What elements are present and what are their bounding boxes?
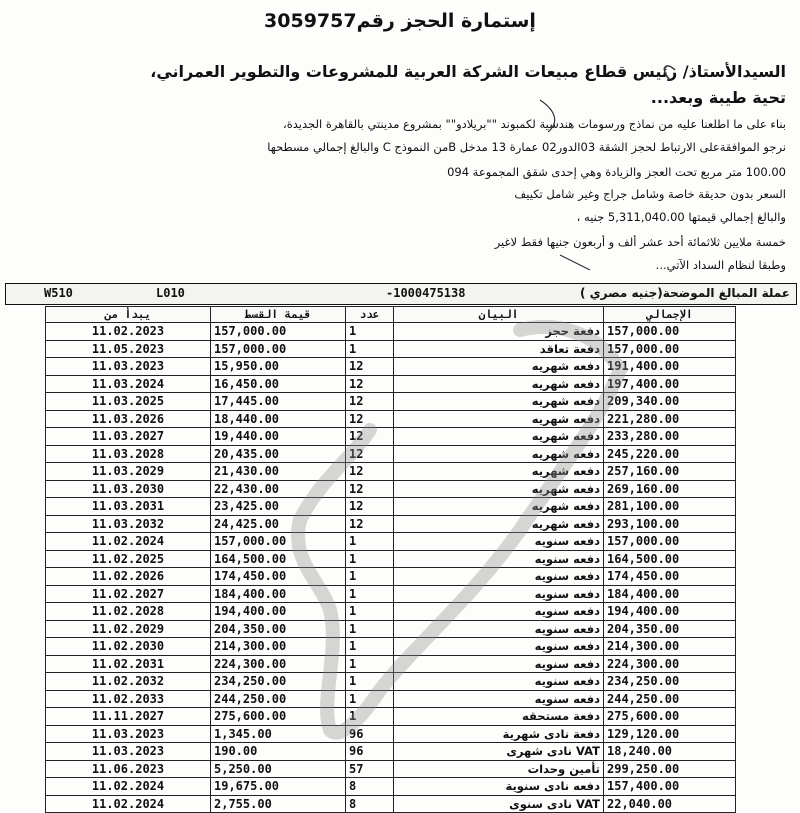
cell-total: 233,280.00: [604, 428, 736, 446]
cell-statement: دفعه شهريه: [394, 498, 604, 516]
cell-total: 214,300.00: [604, 638, 736, 656]
cell-total: 204,350.00: [604, 620, 736, 638]
cell-count: 12: [346, 498, 394, 516]
cell-total: 22,040.00: [604, 795, 736, 813]
cell-count: 1: [346, 690, 394, 708]
cell-statement: دفعه شهريه: [394, 515, 604, 533]
cell-total: 191,400.00: [604, 358, 736, 376]
currency-band: [5, 283, 797, 305]
band-currency-label: عملة المبالغ الموضحة(جنيه مصري ): [579, 286, 790, 300]
cell-statement: دفعة مستحقه: [394, 708, 604, 726]
cell-start: 11.02.2024: [46, 795, 211, 813]
header-count: عدد: [346, 307, 394, 323]
cell-count: 8: [346, 795, 394, 813]
cell-total: 174,450.00: [604, 568, 736, 586]
cell-statement: VAT نادى سنوى: [394, 795, 604, 813]
table-row: [46, 778, 736, 796]
cell-installment: 17,445.00: [211, 393, 346, 411]
cell-start: 11.02.2029: [46, 620, 211, 638]
cell-installment: 244,250.00: [211, 690, 346, 708]
cell-installment: 184,400.00: [211, 585, 346, 603]
cell-installment: 20,435.00: [211, 445, 346, 463]
cell-count: 8: [346, 778, 394, 796]
cell-start: 11.03.2031: [46, 498, 211, 516]
cell-total: 281,100.00: [604, 498, 736, 516]
table-row: [46, 603, 736, 621]
cell-count: 1: [346, 708, 394, 726]
cell-total: 18,240.00: [604, 743, 736, 761]
cell-installment: 157,000.00: [211, 340, 346, 358]
header-start: يبدأ من: [46, 307, 211, 323]
cell-installment: 234,250.00: [211, 673, 346, 691]
cell-statement: دفعه شهريه: [394, 358, 604, 376]
cell-statement: دفعه سنويه: [394, 533, 604, 551]
cell-statement: دفعه سنويه: [394, 568, 604, 586]
cell-installment: 2,755.00: [211, 795, 346, 813]
table-row: [46, 340, 736, 358]
cell-total: 224,300.00: [604, 655, 736, 673]
cell-count: 12: [346, 410, 394, 428]
payment-schedule-table: [45, 306, 736, 813]
cell-start: 11.03.2032: [46, 515, 211, 533]
body-line-3: 100.00 متر مربع تحت العجز والزيادة وهي إحدى شقق المجموعة 094: [447, 165, 786, 179]
cell-count: 12: [346, 428, 394, 446]
cell-start: 11.02.2030: [46, 638, 211, 656]
table-row: [46, 708, 736, 726]
cell-statement: دفعه نادى سنوية: [394, 778, 604, 796]
cell-installment: 1,345.00: [211, 725, 346, 743]
cell-statement: دفعه شهريه: [394, 375, 604, 393]
cell-start: 11.02.2031: [46, 655, 211, 673]
cell-start: 11.02.2024: [46, 533, 211, 551]
cell-count: 1: [346, 673, 394, 691]
header-statement: البيان: [394, 307, 604, 323]
table-row: [46, 515, 736, 533]
cell-start: 11.02.2026: [46, 568, 211, 586]
cell-statement: دفعه شهريه: [394, 410, 604, 428]
cell-installment: 19,440.00: [211, 428, 346, 446]
cell-installment: 22,430.00: [211, 480, 346, 498]
cell-total: 129,120.00: [604, 725, 736, 743]
cell-count: 1: [346, 323, 394, 341]
cell-start: 11.02.2028: [46, 603, 211, 621]
cell-start: 11.11.2027: [46, 708, 211, 726]
cell-start: 11.03.2023: [46, 725, 211, 743]
cell-total: 157,400.00: [604, 778, 736, 796]
cell-total: 164,500.00: [604, 550, 736, 568]
cell-total: 157,000.00: [604, 340, 736, 358]
cell-start: 11.06.2023: [46, 760, 211, 778]
table-row: [46, 568, 736, 586]
cell-installment: 214,300.00: [211, 638, 346, 656]
table-row: [46, 375, 736, 393]
cell-installment: 157,000.00: [211, 323, 346, 341]
cell-start: 11.03.2023: [46, 358, 211, 376]
table-row: [46, 725, 736, 743]
body-line-2: نرجو الموافقةعلى الارتباط لحجز الشقة 03الدور02 عمارة 13 مدخل Bمن النموذج C والبالغ إجمالي مسطحها: [267, 140, 786, 154]
cell-count: 12: [346, 463, 394, 481]
cell-count: 1: [346, 340, 394, 358]
cell-count: 96: [346, 725, 394, 743]
cell-total: 184,400.00: [604, 585, 736, 603]
form-title: إستمارة الحجز رقم3059757: [264, 10, 536, 32]
table-row: [46, 760, 736, 778]
cell-installment: 190.00: [211, 743, 346, 761]
cell-installment: 15,950.00: [211, 358, 346, 376]
cell-total: 257,160.00: [604, 463, 736, 481]
cell-statement: دفعه سنويه: [394, 620, 604, 638]
cell-statement: تأمين وحدات: [394, 760, 604, 778]
table-row: [46, 358, 736, 376]
table-row: [46, 655, 736, 673]
cell-total: 299,250.00: [604, 760, 736, 778]
cell-statement: VAT نادى شهرى: [394, 743, 604, 761]
header-total: الإجمالي: [604, 307, 736, 323]
cell-statement: دفعه شهريه: [394, 393, 604, 411]
cell-total: 293,100.00: [604, 515, 736, 533]
cell-count: 12: [346, 375, 394, 393]
cell-installment: 23,425.00: [211, 498, 346, 516]
cell-count: 96: [346, 743, 394, 761]
greeting-line: تحية طيبة وبعد...: [650, 88, 786, 107]
header-installment: قيمة القسط: [211, 307, 346, 323]
cell-total: 234,250.00: [604, 673, 736, 691]
cell-statement: دفعه شهريه: [394, 428, 604, 446]
table-row: [46, 550, 736, 568]
cell-count: 12: [346, 358, 394, 376]
cell-installment: 19,675.00: [211, 778, 346, 796]
cell-statement: دفعه شهريه: [394, 463, 604, 481]
cell-total: 157,000.00: [604, 533, 736, 551]
cell-statement: دفعة تعاقد: [394, 340, 604, 358]
body-line-4: السعر بدون حديقة خاصة وشامل جراج وغير شامل تكييف: [514, 187, 786, 201]
cell-start: 11.02.2023: [46, 323, 211, 341]
cell-start: 11.03.2029: [46, 463, 211, 481]
cell-count: 1: [346, 568, 394, 586]
band-mid-code: L010: [156, 286, 185, 300]
table-row: [46, 498, 736, 516]
table-row: [46, 463, 736, 481]
table-row: [46, 795, 736, 813]
cell-statement: دفعة نادى شهرية: [394, 725, 604, 743]
table-row: [46, 480, 736, 498]
cell-statement: دفعه سنويه: [394, 638, 604, 656]
cell-count: 12: [346, 515, 394, 533]
cell-start: 11.02.2033: [46, 690, 211, 708]
cell-installment: 18,440.00: [211, 410, 346, 428]
cell-installment: 21,430.00: [211, 463, 346, 481]
table-row: [46, 445, 736, 463]
cell-start: 11.03.2026: [46, 410, 211, 428]
cell-statement: دفعه سنويه: [394, 655, 604, 673]
recipient-line: السيدالأستاذ/ رئيس قطاع مبيعات الشركة العربية للمشروعات والتطوير العمراني،: [150, 62, 786, 81]
cell-statement: دفعه سنويه: [394, 550, 604, 568]
cell-installment: 275,600.00: [211, 708, 346, 726]
table-row: [46, 638, 736, 656]
table-row: [46, 585, 736, 603]
cell-start: 11.03.2025: [46, 393, 211, 411]
cell-count: 12: [346, 445, 394, 463]
band-account-number: -1000475138: [386, 286, 466, 300]
body-line-1: بناء على ما اطلعنا عليه من نماذج ورسومات هندسية لكمبوند ""بريلادو"" بمشروع مدينتي بالقاهرة الجديدة،: [283, 117, 786, 131]
body-line-7: وطبقا لنظام السداد الآتي...: [655, 258, 786, 272]
cell-total: 245,220.00: [604, 445, 736, 463]
cell-installment: 204,350.00: [211, 620, 346, 638]
cell-total: 194,400.00: [604, 603, 736, 621]
cell-installment: 5,250.00: [211, 760, 346, 778]
cell-start: 11.03.2027: [46, 428, 211, 446]
cell-installment: 174,450.00: [211, 568, 346, 586]
body-line-6: خمسة ملايين ثلاثمائة أحد عشر ألف و أربعون جنيها فقط لاغير: [494, 235, 786, 249]
cell-installment: 194,400.00: [211, 603, 346, 621]
cell-statement: دفعه سنويه: [394, 585, 604, 603]
cell-total: 197,400.00: [604, 375, 736, 393]
table-header-row: [46, 307, 736, 323]
table-row: [46, 620, 736, 638]
cell-total: 275,600.00: [604, 708, 736, 726]
cell-count: 1: [346, 585, 394, 603]
cell-count: 1: [346, 603, 394, 621]
cell-total: 157,000.00: [604, 323, 736, 341]
cell-statement: دفعة حجز: [394, 323, 604, 341]
cell-count: 1: [346, 655, 394, 673]
cell-start: 11.03.2023: [46, 743, 211, 761]
cell-installment: 224,300.00: [211, 655, 346, 673]
table-row: [46, 323, 736, 341]
table-row: [46, 673, 736, 691]
cell-count: 1: [346, 620, 394, 638]
cell-installment: 164,500.00: [211, 550, 346, 568]
table-row: [46, 533, 736, 551]
cell-statement: دفعه سنويه: [394, 690, 604, 708]
cell-start: 11.02.2032: [46, 673, 211, 691]
band-left-code: W510: [44, 286, 73, 300]
cell-count: 1: [346, 550, 394, 568]
cell-count: 12: [346, 480, 394, 498]
cell-count: 12: [346, 393, 394, 411]
cell-start: 11.05.2023: [46, 340, 211, 358]
cell-statement: دفعه سنويه: [394, 603, 604, 621]
cell-start: 11.02.2025: [46, 550, 211, 568]
cell-statement: دفعه سنويه: [394, 673, 604, 691]
cell-count: 1: [346, 638, 394, 656]
cell-count: 1: [346, 533, 394, 551]
cell-start: 11.02.2024: [46, 778, 211, 796]
table-row: [46, 428, 736, 446]
cell-start: 11.02.2027: [46, 585, 211, 603]
cell-total: 221,280.00: [604, 410, 736, 428]
table-row: [46, 410, 736, 428]
cell-start: 11.03.2024: [46, 375, 211, 393]
table-row: [46, 393, 736, 411]
cell-count: 57: [346, 760, 394, 778]
cell-start: 11.03.2030: [46, 480, 211, 498]
cell-statement: دفعه شهريه: [394, 445, 604, 463]
cell-total: 244,250.00: [604, 690, 736, 708]
table-row: [46, 743, 736, 761]
cell-installment: 157,000.00: [211, 533, 346, 551]
cell-installment: 16,450.00: [211, 375, 346, 393]
body-line-5: والبالغ إجمالي قيمتها 5,311,040.00 جنيه ،: [576, 210, 786, 224]
cell-statement: دفعه شهريه: [394, 480, 604, 498]
table-row: [46, 690, 736, 708]
cell-installment: 24,425.00: [211, 515, 346, 533]
cell-total: 209,340.00: [604, 393, 736, 411]
cell-total: 269,160.00: [604, 480, 736, 498]
cell-start: 11.03.2028: [46, 445, 211, 463]
